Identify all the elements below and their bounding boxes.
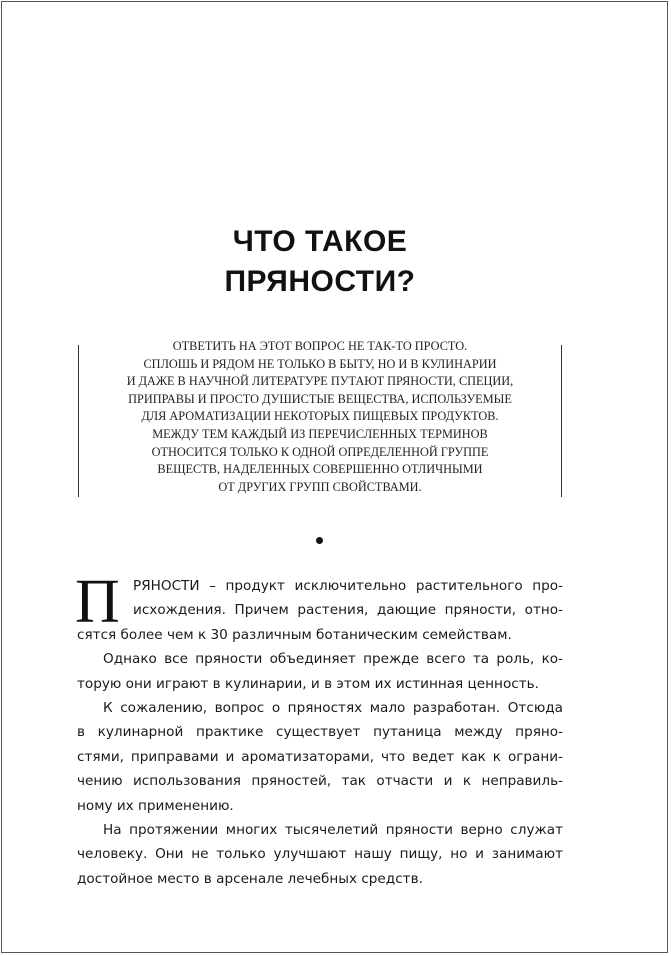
lead-line: МЕЖДУ ТЕМ КАЖДЫЙ ИЗ ПЕРЕЧИСЛЕННЫХ ТЕРМИНОВ [152,426,488,441]
body-line: стями, приправами и ароматизаторами, что ведет как к ограни- [77,748,563,765]
body-line: торую они играют в кулинарии, и в этом их истинная ценность. [77,675,539,692]
lead-text [79,338,561,496]
title-line: ПРЯНОСТИ? [224,265,416,298]
body-line: человеку. Они не только улучшают нашу пищу, но и занимают [77,846,563,863]
lead-line: ОТНОСИТСЯ ТОЛЬКО К ОДНОЙ ОПРЕДЕЛЕННОЙ ГРУППЕ [151,444,489,459]
body-line: достойное место в арсенале лечебных средств. [77,870,423,887]
body-line: исхождения. Причем растения, дающие пряности, отно- [133,602,563,619]
title-line: ЧТО ТАКОЕ [232,225,408,258]
lead-line: И ДАЖЕ В НАУЧНОЙ ЛИТЕРАТУРЕ ПУТАЮТ ПРЯНОСТИ, СПЕЦИИ, [126,374,514,389]
body-line: чению использования пряностей, так отчасти и к неправиль- [77,773,563,790]
body-text [75,568,563,891]
body-line: Однако все пряности объединяет прежде всего та роль, ко- [103,651,563,668]
book-page [1,1,668,953]
lead-line: ПРИПРАВЫ И ПРОСТО ДУШИСТЫЕ ВЕЩЕСТВА, ИСПОЛЬЗУЕМЫЕ [128,391,512,406]
lead-line: ОТ ДРУГИХ ГРУПП СВОЙСТВАМИ. [218,479,422,494]
lead-quote [78,339,562,497]
body-line: ному их применению. [77,797,234,814]
lead-line: ВЕЩЕСТВ, НАДЕЛЕННЫХ СОВЕРШЕННО ОТЛИЧНЫМИ [157,462,483,477]
lead-line: ОТВЕТИТЬ НА ЭТОТ ВОПРОС НЕ ТАК-ТО ПРОСТО. [172,339,468,353]
body-line: в кулинарной практике существует путаница между пряно- [77,724,563,741]
body-line: К сожалению, вопрос о пряностях мало разработан. Отсюда [103,700,563,717]
body-line: РЯНОСТИ – продукт исключительно растительного про- [133,578,563,594]
body-line: сятся более чем к 30 различным ботаническим семействам. [77,626,512,643]
chapter-title [2,222,638,302]
separator-dot [316,537,323,544]
body-line: На протяжении многих тысячелетий пряности верно служат [103,822,563,839]
lead-line: СПЛОШЬ И РЯДОМ НЕ ТОЛЬКО В БЫТУ, НО И В КУЛИНАРИИ [143,356,497,371]
drop-cap: П [75,568,120,636]
lead-line: ДЛЯ АРОМАТИЗАЦИИ НЕКОТОРЫХ ПИЩЕВЫХ ПРОДУКТОВ. [141,409,499,424]
